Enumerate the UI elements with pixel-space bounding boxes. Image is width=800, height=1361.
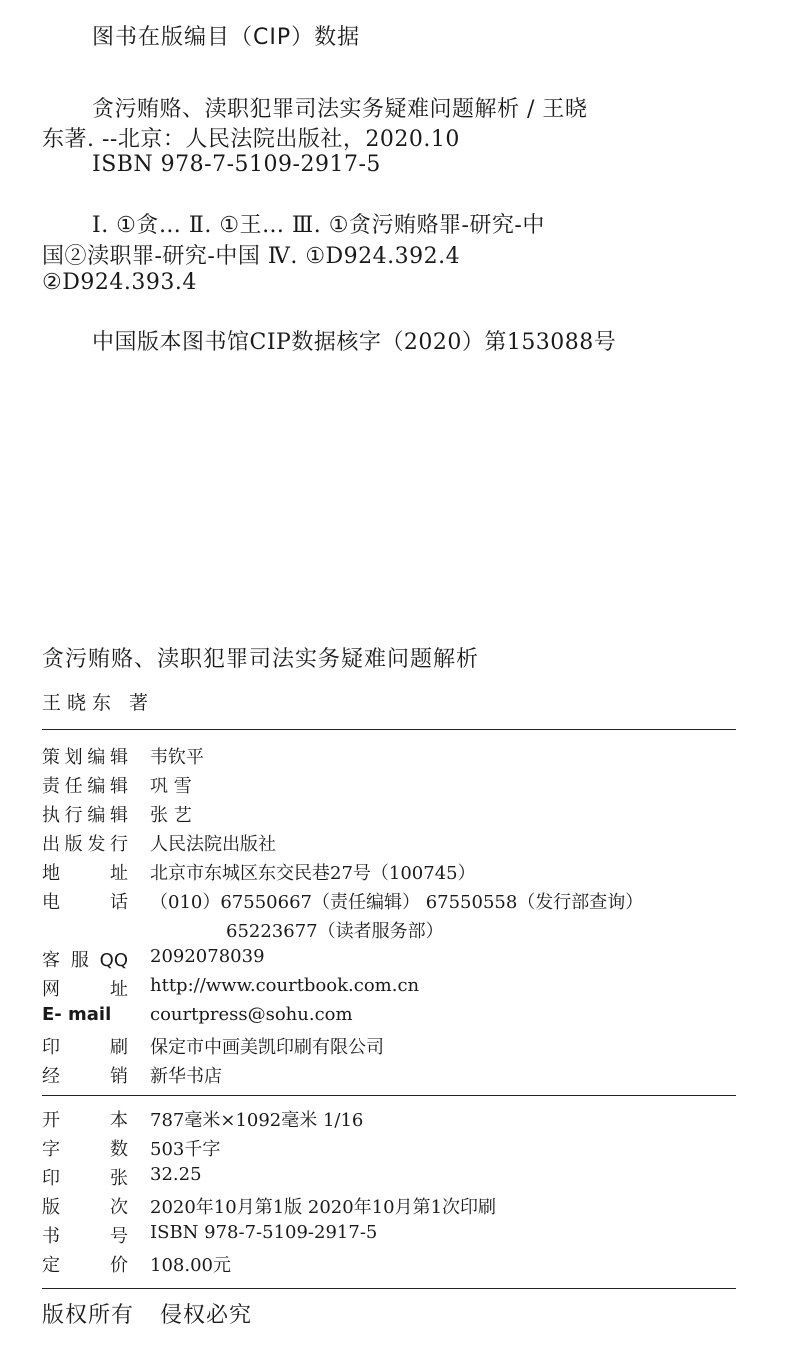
row-value: 巩 雪 [150,776,192,797]
row-label: 定价 [42,1255,128,1276]
row-value: 新华书店 [150,1066,222,1087]
row-value: 韦钦平 [150,747,204,768]
row-value: 人民法院出版社 [150,834,276,855]
copyright-reserved: 版权所有 [42,1303,135,1328]
row-value: 2020年10月第1版 2020年10月第1次印刷 [150,1197,497,1218]
cip-title-line-1: 贪污贿赂、渎职犯罪司法实务疑难问题解析 / 王晓 [92,97,588,122]
cip-classification-line-2: 国②渎职罪-研究-中国 Ⅳ. ①D924.392.4 [42,244,461,269]
row-label: 版次 [42,1197,128,1218]
row-label: 书号 [42,1226,128,1247]
row-label: 客服QQ [42,950,128,971]
row-label: 出版发行 [42,834,128,855]
divider-bottom [42,1288,736,1289]
cip-title-line-2: 东著. --北京：人民法院出版社，2020.10 [42,127,460,152]
row-label: 执行编辑 [42,805,128,826]
row-value: 787毫米×1092毫米 1/16 [150,1110,364,1131]
row-label: 印张 [42,1168,128,1189]
cip-classification-line-3: ②D924.393.4 [42,270,197,295]
divider-middle [42,1095,736,1096]
row-label: 网址 [42,979,128,1000]
divider-top [42,729,736,730]
row-value: 北京市东城区东交民巷27号（100745） [150,863,476,884]
row-value: ISBN 978-7-5109-2917-5 [150,1222,378,1243]
row-label: 字数 [42,1139,128,1160]
row-label: 地址 [42,863,128,884]
row-value: 2092078039 [150,946,265,967]
row-value: （010）67550667（责任编辑） 67550558（发行部查询） [150,892,644,913]
cip-heading: 图书在版编目（CIP）数据 [92,25,361,50]
email-link[interactable]: courtpress@sohu.com [150,1004,353,1025]
cip-record-number: 中国版本图书馆CIP数据核字（2020）第153088号 [92,330,617,355]
row-label: 印刷 [42,1037,128,1058]
row-label: 经销 [42,1066,128,1087]
website-link[interactable]: http://www.courtbook.com.cn [150,975,420,996]
row-label: 责任编辑 [42,776,128,797]
cip-classification-line-1: Ⅰ. ①贪… Ⅱ. ①王… Ⅲ. ①贪污贿赂罪-研究-中 [92,213,545,238]
book-author: 王晓东 著 [42,692,155,714]
copyright-notice [42,1298,252,1329]
copyright-warning: 侵权必究 [160,1303,253,1328]
row-label: E- mail [42,1004,112,1025]
row-value: 32.25 [150,1164,202,1185]
row-value: 保定市中画美凯印刷有限公司 [150,1037,384,1058]
cip-isbn: ISBN 978-7-5109-2917-5 [92,152,381,177]
row-value: 65223677（读者服务部） [226,921,444,942]
row-value: 张 艺 [150,805,192,826]
row-value: 108.00元 [150,1255,231,1276]
book-title: 贪污贿赂、渎职犯罪司法实务疑难问题解析 [42,647,480,672]
row-value: 503千字 [150,1139,221,1160]
row-label: 开本 [42,1110,128,1131]
row-label: 电话 [42,892,128,913]
row-label: 策划编辑 [42,747,128,768]
